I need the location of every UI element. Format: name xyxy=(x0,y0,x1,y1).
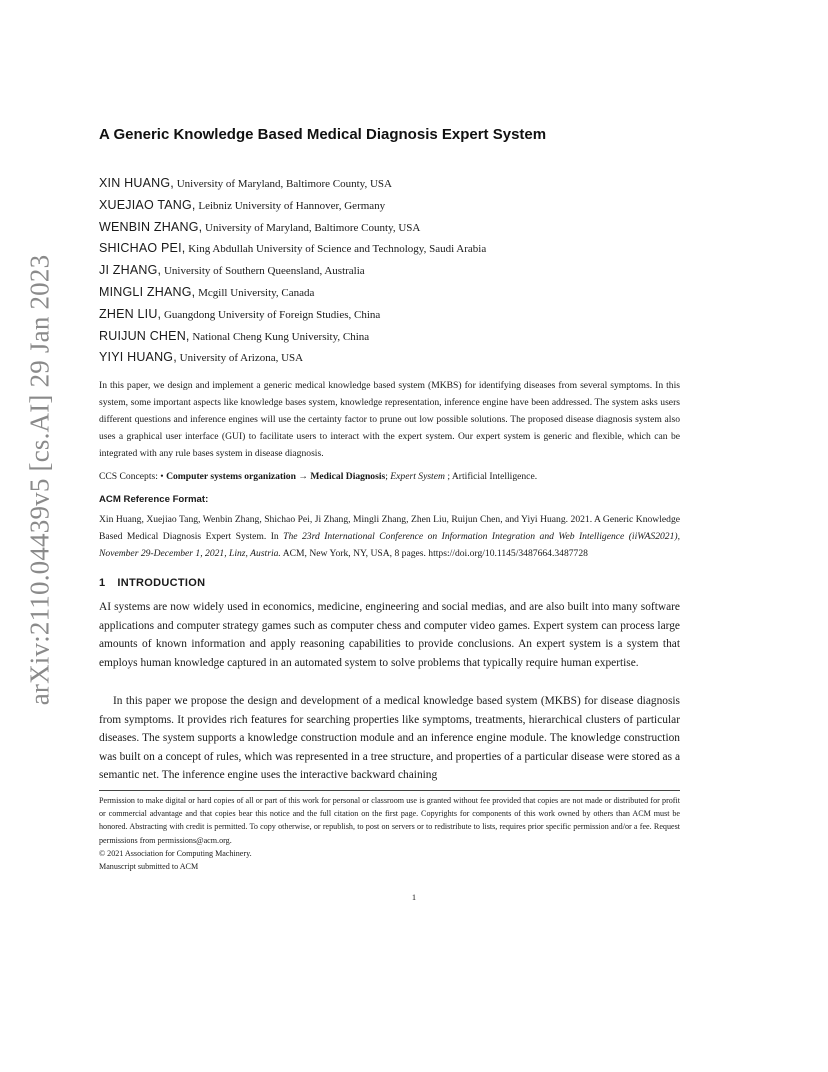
author-entry xyxy=(99,217,486,239)
ccs-prefix: CCS Concepts: • xyxy=(99,471,164,482)
acm-reference-heading: ACM Reference Format: xyxy=(99,494,209,505)
acm-reference-text xyxy=(99,511,680,562)
ccs-separator: ; xyxy=(385,471,388,482)
author-affiliation: University of Southern Queensland, Australia xyxy=(163,265,365,278)
section-title: INTRODUCTION xyxy=(117,577,206,589)
author-affiliation: Guangdong University of Foreign Studies, China xyxy=(163,308,381,321)
author-name: JI ZHANG, xyxy=(99,263,162,278)
ccs-secondary: Expert System xyxy=(390,471,445,482)
arxiv-id-text: arXiv:2110.04439v5 [cs.AI] 29 Jan 2023 xyxy=(24,254,55,706)
ccs-concepts xyxy=(99,469,680,484)
abstract: In this paper, we design and implement a generic medical knowledge based system (MKBS) for identifying diseases from several symptoms. In this system, some important aspects like knowledge bases system, knowledge representation, inference engine have been addressed. The system asks users different questions and inference engines will use the certainty factor to prune out low possible solutions. The proposed disease diagnosis system also uses a graphical user interface (GUI) to facilitate users to interact with the expert system. Our expert system is generic and flexible, which can be integrated with any rule bases system in disease diagnosis. xyxy=(99,380,680,459)
acm-ref-authors: Xin Huang, Xuejiao Tang, Wenbin Zhang, Shichao Pei, Ji Zhang, Mingli Zhang, Zhen Liu, Ruijun Chen, and Yiyi Huang. 2021. A Generic Knowledge Based Medical Diagnosis Expert System. In xyxy=(99,514,680,542)
author-entry xyxy=(99,173,486,195)
author-name: WENBIN ZHANG, xyxy=(99,219,203,234)
permission-text: Permission to make digital or hard copies of all or part of this work for personal or classroom use is granted without fee provided that copies are not made or distributed for profit or commercial advantage and that copies bear this notice and the full citation on the first page. Copyrights for components of this work owned by others than ACM must be honored. Abstracting with credit is permitted. To copy otherwise, or republish, to post on servers or to redistribute to lists, requires prior specific permission and/or a fee. Request permissions from permissions@acm.org. xyxy=(99,796,680,845)
author-affiliation: National Cheng Kung University, China xyxy=(192,330,370,343)
ccs-rest: ; Artificial Intelligence. xyxy=(447,471,538,482)
author-list xyxy=(99,173,486,369)
author-affiliation: University of Maryland, Baltimore County, USA xyxy=(205,221,421,234)
intro-paragraph-1: AI systems are now widely used in economics, medicine, engineering and social medias, and are also built into many software applications and computer strategy games such as computer chess and computer video games. Expert system can process large amounts of known information and apply reasoning capabilities to provide conclusions. An expert system is a system that employs human knowledge captured in an automated system to solve problems that typically require human expertise. xyxy=(99,601,680,669)
author-name: ZHEN LIU, xyxy=(99,306,162,321)
author-entry xyxy=(99,195,486,217)
author-name: RUIJUN CHEN, xyxy=(99,328,190,343)
footnote-divider xyxy=(99,790,680,791)
author-entry xyxy=(99,304,486,326)
acm-ref-publisher: ACM, New York, NY, USA, 8 pages. https://doi.org/10.1145/3487664.3487728 xyxy=(282,548,588,559)
author-affiliation: University of Arizona, USA xyxy=(179,352,304,365)
permission-footnote xyxy=(99,794,680,873)
author-affiliation: Mcgill University, Canada xyxy=(198,286,315,299)
author-name: SHICHAO PEI, xyxy=(99,241,186,256)
intro-paragraph-2: In this paper we propose the design and development of a medical knowledge based system (MKBS) for disease diagnosis from symptoms. It provides rich features for searching properties like symptoms, treatments, hierarchical clusters of particular diseases. The system supports a knowledge construction module and an inference engine module. The knowledge construction was built on a concept of rules, which was represented in a tree structure, and properties of a particular disease were stored as a semantic net. The inference engine uses the interactive backward chaining xyxy=(99,695,680,782)
author-affiliation: King Abdullah University of Science and Technology, Saudi Arabia xyxy=(188,243,487,256)
paper-title: A Generic Knowledge Based Medical Diagnosis Expert System xyxy=(99,126,547,143)
page-number: 1 xyxy=(411,892,417,902)
ccs-primary: Computer systems organization → Medical Diagnosis xyxy=(166,471,386,482)
acm-ref-venue: The 23rd International Conference on Information Integration and Web Intelligence (iiWAS2021), November 29-December 1, 2021, Linz, Austria. xyxy=(99,531,680,559)
author-entry xyxy=(99,260,486,282)
arxiv-side-stamp xyxy=(25,200,55,760)
manuscript-line: Manuscript submitted to ACM xyxy=(99,862,199,872)
author-entry xyxy=(99,347,486,369)
author-affiliation: University of Maryland, Baltimore County, USA xyxy=(176,178,392,190)
author-affiliation: Leibniz University of Hannover, Germany xyxy=(198,199,386,212)
section-number: 1 xyxy=(99,577,106,589)
author-name: MINGLI ZHANG, xyxy=(99,284,196,299)
author-entry xyxy=(99,238,486,260)
copyright-line: © 2021 Association for Computing Machinery. xyxy=(99,848,252,858)
author-entry xyxy=(99,326,486,348)
author-name: YIYI HUANG, xyxy=(99,350,177,365)
author-name: XIN HUANG, xyxy=(99,176,174,190)
author-entry xyxy=(99,282,486,304)
author-name: XUEJIAO TANG, xyxy=(99,197,196,212)
section-heading xyxy=(99,577,680,589)
